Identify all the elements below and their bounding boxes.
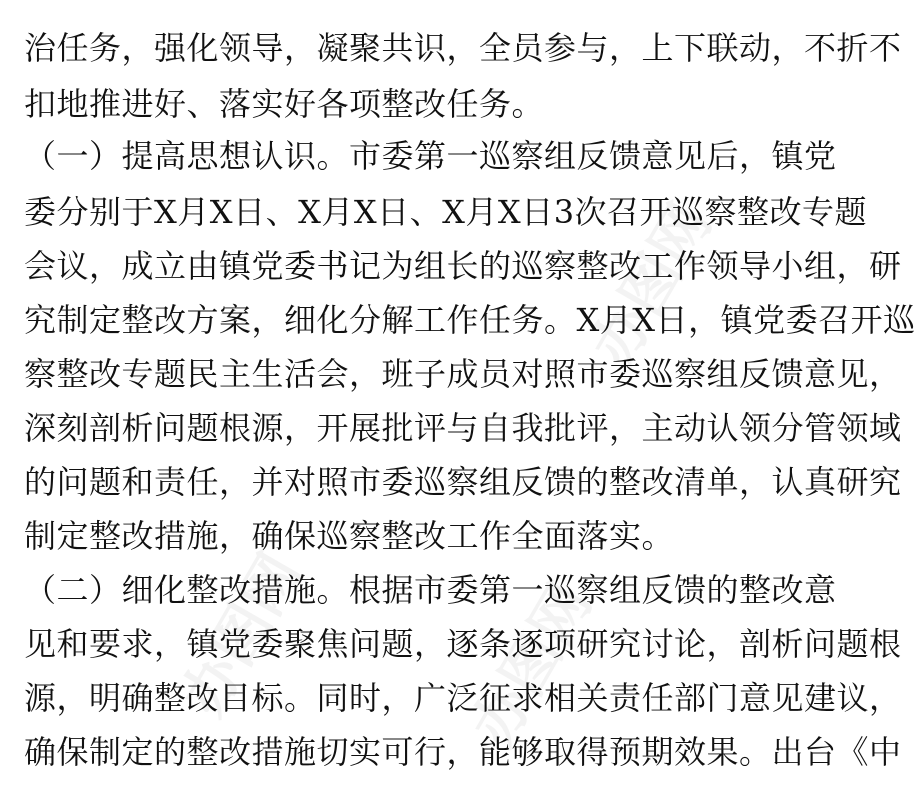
text-line: 究制定整改方案，细化分解工作任务。X月X日，镇党委召开巡 (24, 301, 916, 339)
text-line: （一）提高思想认识。市委第一巡察组反馈意见后，镇党 (24, 137, 837, 175)
watermark: 办图网 (168, 542, 315, 727)
text-line: 确保制定的整改措施切实可行，能够取得预期效果。出台《中 (24, 733, 902, 771)
text-line: 源，明确整改目标。同时，广泛征求相关责任部门意见建议， (24, 679, 902, 717)
text-line: 见和要求，镇党委聚焦问题，逐条逐项研究讨论，剖析问题根 (24, 625, 902, 663)
text-line: 委分别于X月X日、X月X日、X月X日3次召开巡察整改专题 (24, 193, 868, 231)
text-line: 制定整改措施，确保巡察整改工作全面落实。 (24, 517, 675, 555)
watermark: 办图网 (458, 572, 605, 757)
text-line: 治任务，强化领导，凝聚共识，全员参与，上下联动，不折不 (24, 29, 902, 67)
text-line: （二）细化整改措施。根据市委第一巡察组反馈的整改意 (24, 571, 837, 609)
watermark: 办图网 (578, 192, 725, 377)
text-line: 的问题和责任，并对照市委巡察组反馈的整改清单，认真研究 (24, 463, 902, 501)
text-line: 察整改专题民主生活会，班子成员对照市委巡察组反馈意见， (24, 355, 902, 393)
text-line: 扣地推进好、落实好各项整改任务。 (24, 85, 545, 123)
text-line: 深刻剖析问题根源，开展批评与自我批评，主动认领分管领域 (24, 409, 902, 447)
text-line: 会议，成立由镇党委书记为组长的巡察整改工作领导小组，研 (24, 247, 902, 285)
